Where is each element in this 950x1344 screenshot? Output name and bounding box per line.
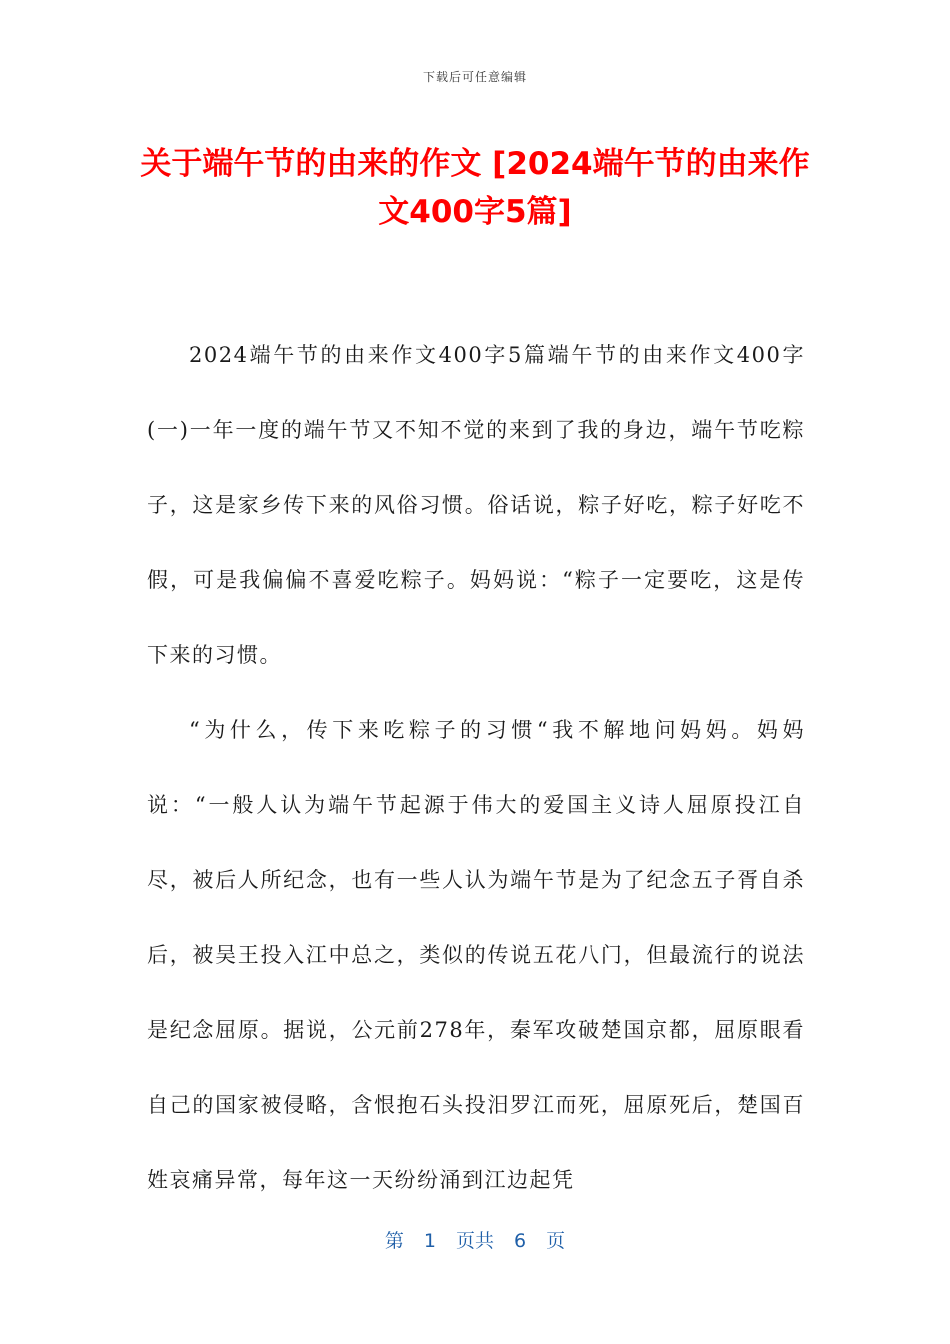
footer-page-suffix: 页 xyxy=(546,1230,566,1252)
document-body xyxy=(147,318,805,1218)
header-note: 下载后可任意编辑 xyxy=(422,70,527,84)
page-footer xyxy=(0,1226,950,1253)
footer-page-mid: 页共 xyxy=(455,1230,494,1252)
body-paragraph-1: 2024端午节的由来作文400字5篇端午节的由来作文400字(一)一年一度的端午节又不知不觉的来到了我的身边，端午节吃粽子，这是家乡传下来的风俗习惯。俗话说，粽子好吃，粽子好吃不假，可是我偏偏不喜爱吃粽子。妈妈说：“粽子一定要吃，这是传下来的习惯。 xyxy=(147,343,805,667)
body-paragraph-2: “为什么，传下来吃粽子的习惯“我不解地问妈妈。妈妈说：“一般人认为端午节起源于伟大的爱国主义诗人屈原投江自尽，被后人所纪念，也有一些人认为端午节是为了纪念五子胥自杀后，被吴王投入江中总之，类似的传说五花八门，但最流行的说法是纪念屈原。据说，公元前278年，秦军攻破楚国京都，屈原眼看自己的国家被侵略，含恨抱石头投汨罗江而死，屈原死后，楚国百姓哀痛异常，每年这一天纷纷涌到江边起凭 xyxy=(147,718,805,1192)
footer-page-prefix: 第 xyxy=(384,1230,404,1252)
footer-total-pages: 6 xyxy=(514,1230,527,1252)
footer-page-number: 1 xyxy=(423,1230,436,1252)
document-title: 关于端午节的由来的作文 [2024端午节的由来作文400字5篇] xyxy=(140,146,810,230)
